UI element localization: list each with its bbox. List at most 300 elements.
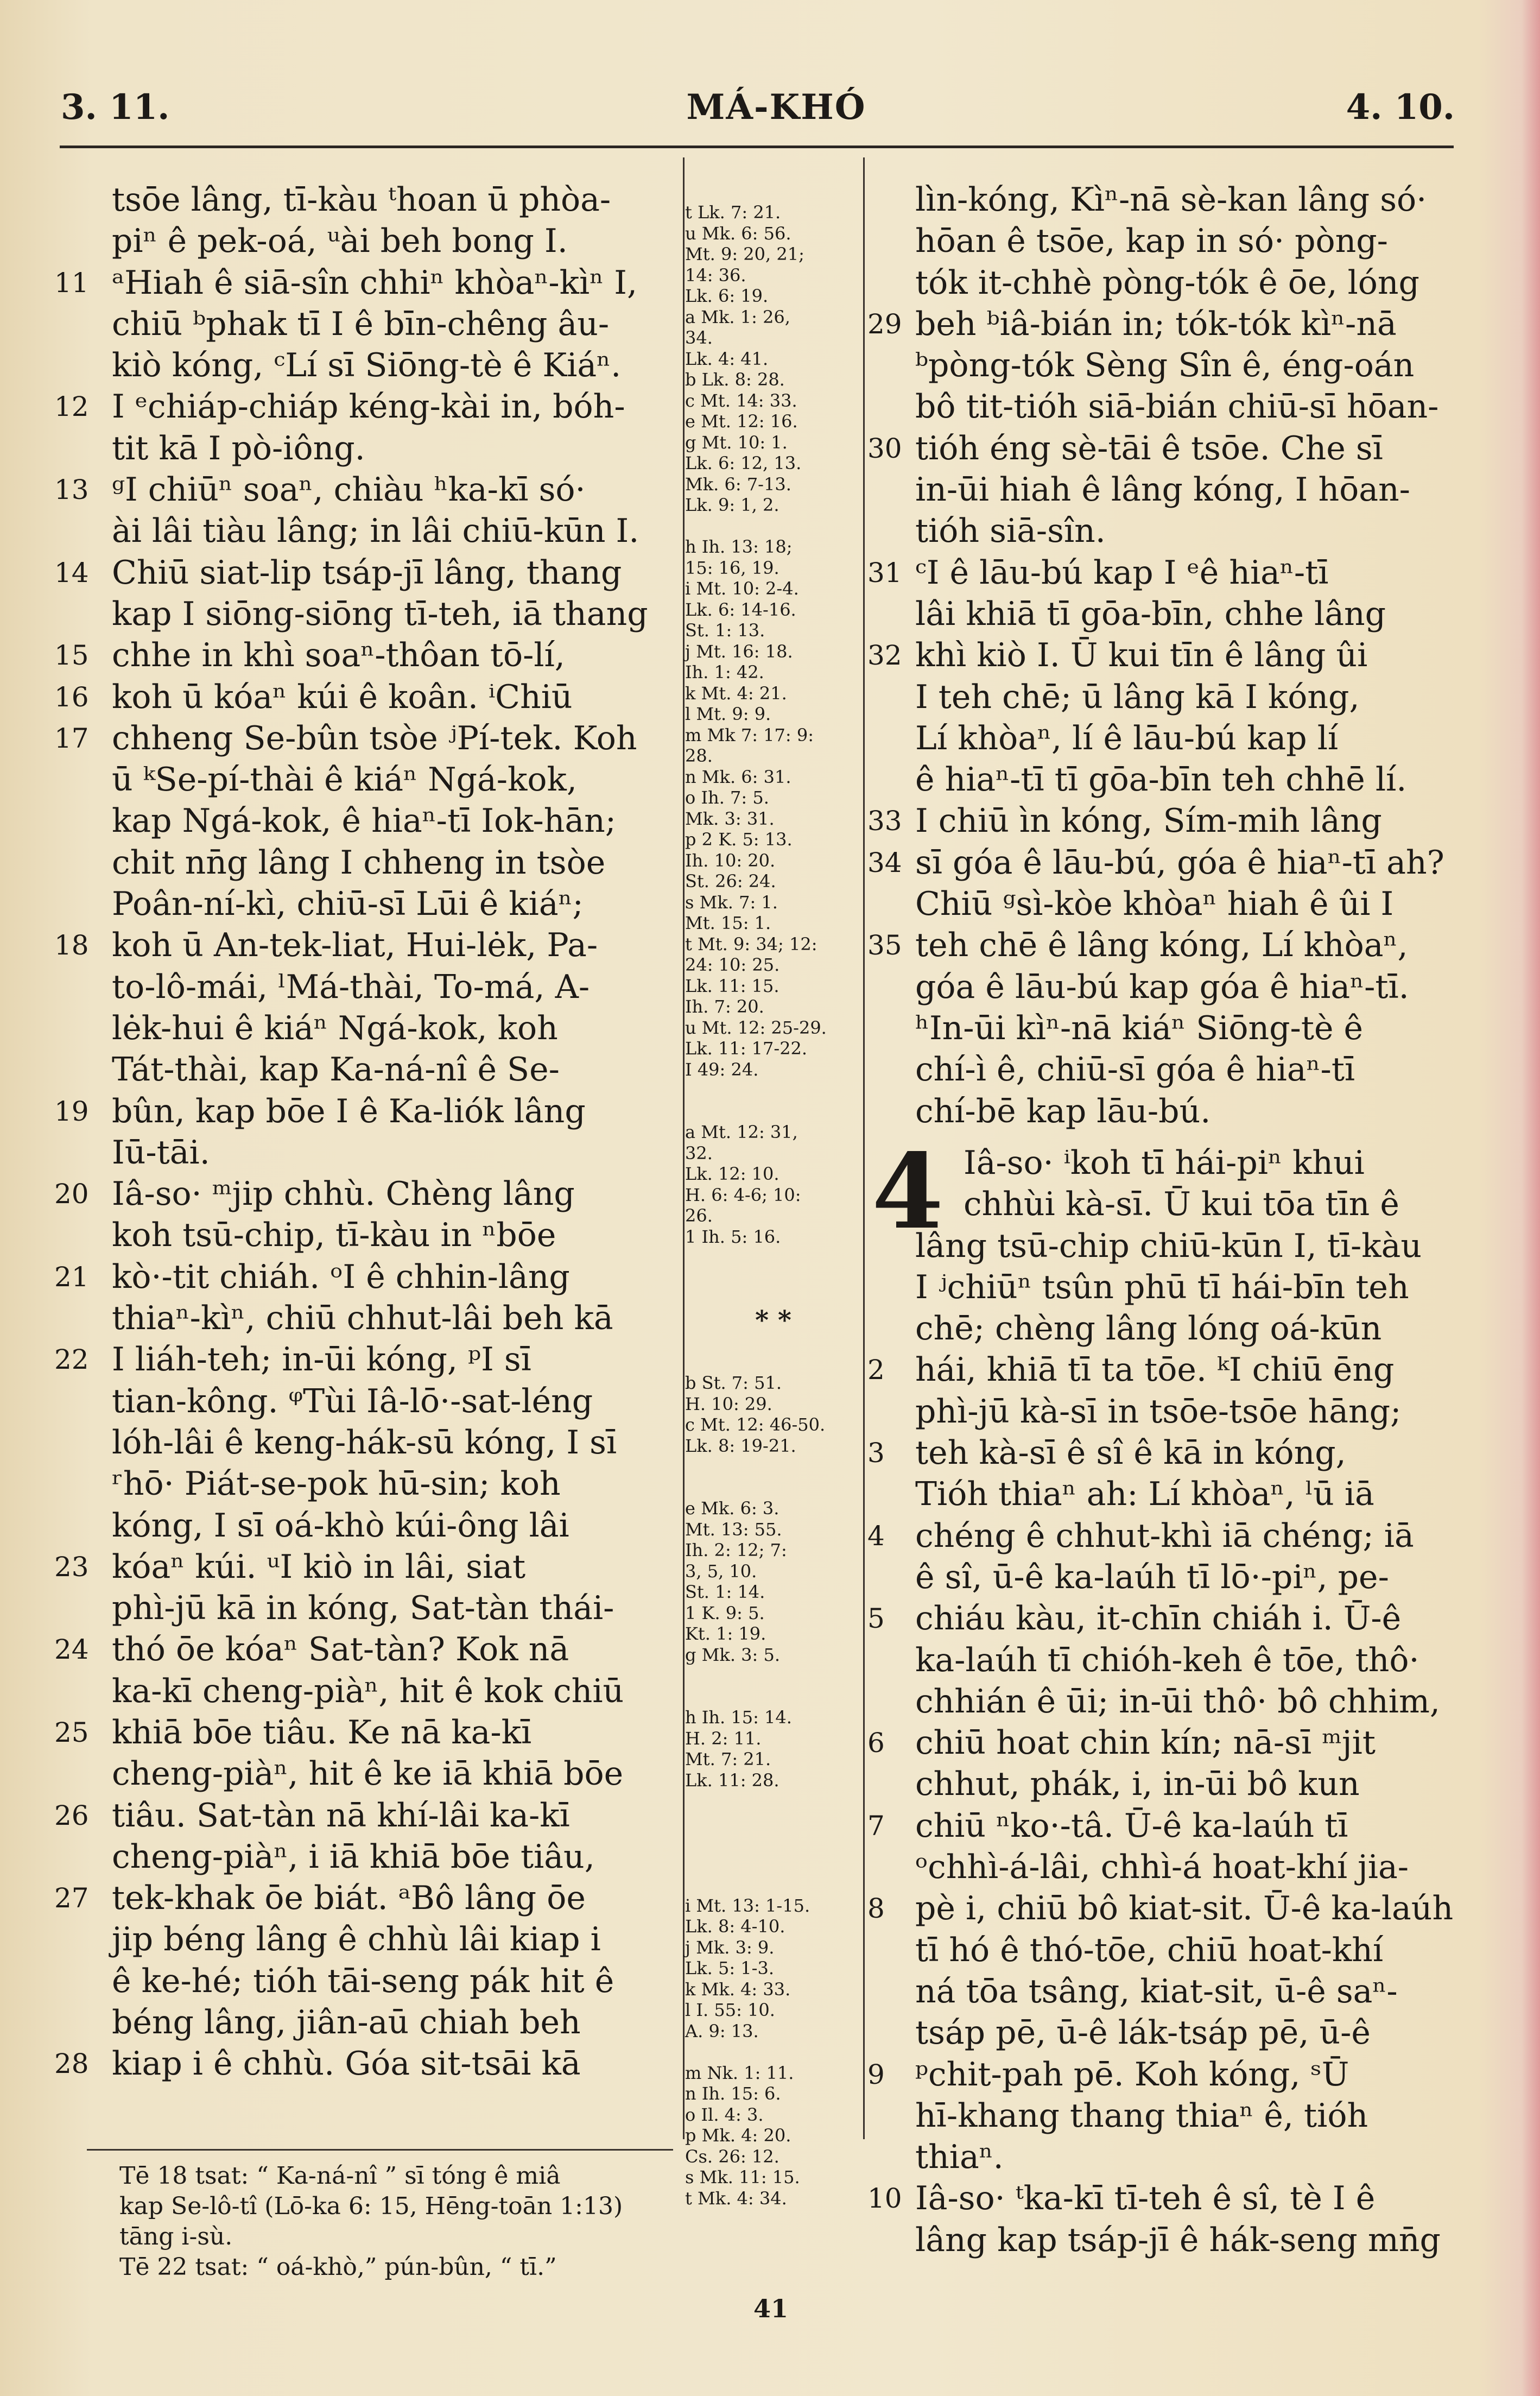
cross-reference: Mt. 15: 1. [685,913,771,933]
verse-line [54,1629,670,1670]
verse-text: chit nn̄g lâng I chheng in tsòe [112,843,606,882]
verse-text: tióh éng sè-tāi ê tsōe. Che sī [915,429,1383,467]
verse-text: lâi khiā tī gōa-bīn, chhe lâng [915,595,1386,633]
verse-line [869,1142,1466,1184]
verse-text: ᵇpòng-tók Sèng Sîn ê, éng-oán [915,346,1415,385]
cross-reference [685,1874,861,1895]
cross-reference: t Mt. 9: 34; 12: [685,933,817,954]
verse-number: 19 [54,1095,89,1127]
verse-line [60,1381,670,1422]
cross-reference [685,1686,861,1708]
verse-text: lóh-lâi ê keng-hák-sū kóng, I sī [112,1423,617,1462]
verse-line [60,1588,670,1629]
cross-reference: m Nk. 1: 11. [685,2062,794,2083]
verse-text: phì-jū kà-sī in tsōe-tsōe hāng; [915,1392,1402,1431]
cross-reference: Mk. 3: 31. [685,808,775,829]
verse-line [869,966,1466,1008]
verse-number: 13 [54,474,89,506]
cross-reference [685,516,861,537]
verse-number: 14 [54,557,89,589]
cross-reference [685,1268,861,1289]
cross-reference: Lk. 11: 17-22. [685,1038,808,1059]
verse-text: jip béng lâng ê chhù lâi kiap i [112,1920,601,1959]
verse-line [60,800,670,842]
verse-text: Lí khòaⁿ, lí ê lāu-bú kap lí [915,719,1339,757]
verse-text: tiâu. Sat-tàn nā khí-lâi ka-kī [112,1796,570,1835]
verse-line [869,510,1466,552]
verse-number: 6 [867,1727,885,1759]
verse-line [869,1763,1466,1805]
verse-line [869,1640,1466,1681]
verse-number: 9 [867,2058,885,2090]
cross-reference: h Ih. 15: 14. [685,1707,792,1728]
verse-text: tsōe lâng, tī-kàu ᵗhoan ū phòa- [112,181,611,219]
cross-reference: n Ih. 15: 6. [685,2083,781,2104]
verse-number: 5 [867,1603,885,1635]
verse-line [60,759,670,800]
verse-text: chhùi kà-sī. Ū kui tōa tīn ê [964,1185,1399,1224]
verse-line [54,1795,670,1836]
verse-line [60,883,670,925]
verse-text: ᵖchit-pah pē. Koh kóng, ˢŪ [915,2055,1349,2094]
cross-reference: e Mk. 6: 3. [685,1498,779,1519]
header-rule [60,146,1454,148]
footnote-line: tāng i-sù. [119,2223,233,2250]
verse-line [869,759,1466,800]
verse-text: I ᵉchiáp-chiáp kéng-kài in, bóh- [112,388,625,426]
verse-line [60,1836,670,1877]
verse-number: 8 [867,1893,885,1925]
verse-line [869,2136,1466,2178]
verse-line [869,1847,1466,1888]
cross-reference [685,1791,861,1812]
verse-number: 4 [867,1520,885,1552]
verse-text: ʳhō· Piát-se-pok hū-sin; koh [112,1465,561,1503]
cross-reference: t Mk. 4: 34. [685,2188,787,2209]
verse-line [869,2178,1466,2219]
cross-reference: 1 K. 9: 5. [685,1602,765,1623]
verse-line [869,1474,1466,1515]
verse-text: tian-kông. ᵠTùi Iâ-lō·-sat-léng [112,1382,593,1420]
verse-line [869,1722,1466,1763]
cross-reference: 14: 36. [685,264,746,286]
verse-line [60,1753,670,1794]
verse-line [869,1267,1466,1308]
verse-line [60,179,670,220]
verse-text: thiaⁿ. [915,2138,1004,2177]
cross-reference [685,1247,861,1268]
cross-reference: I 49: 24. [685,1059,759,1080]
verse-text: teh chē ê lâng kóng, Lí khòaⁿ, [915,926,1408,965]
verse-text: cheng-piàⁿ, i iā khiā bōe tiâu, [112,1837,595,1876]
column-divider-right [863,157,865,2139]
verse-text: chiáu kàu, it-chīn chiáh i. Ū-ê [915,1600,1402,1638]
cross-reference: g Mk. 3: 5. [685,1644,780,1665]
verse-number: 10 [867,2183,902,2215]
verse-text: lâng kap tsáp-jī ê hák-seng mn̄g [915,2221,1441,2259]
cross-reference: Lk. 6: 14-16. [685,599,796,620]
section-stars: * * [755,1305,791,1336]
cross-reference: b Lk. 8: 28. [685,369,785,390]
verse-line [869,2220,1466,2261]
verse-text: koh ū An-tek-liat, Hui-lėk, Pa- [112,926,598,965]
verse-line [60,1422,670,1463]
cross-reference-column [685,202,861,2209]
verse-number: 23 [54,1551,89,1583]
verse-line [869,262,1466,304]
verse-line [869,428,1466,469]
verse-text: Iâ-so· ⁱkoh tī hái-piⁿ khui [964,1144,1365,1182]
verse-text: kap Ngá-kok, ê hiaⁿ-tī Iok-hān; [112,802,617,840]
verse-line [869,1091,1466,1132]
verse-line [54,1877,670,1919]
cross-reference: Ih. 10: 20. [685,850,776,871]
cross-reference: p Mk. 4: 20. [685,2125,791,2146]
verse-line [869,1681,1466,1722]
verse-line [60,220,670,262]
verse-line [60,1008,670,1049]
verse-line [54,925,670,966]
verse-text: chhián ê ūi; in-ūi thô· bô chhim, [915,1682,1440,1721]
header-book-title: MÁ-KHÓ [686,87,866,128]
verse-text: kóng, I sī oá-khò kúi-ông lâi [112,1506,569,1545]
cross-reference: 24: 10: 25. [685,954,780,975]
cross-reference: s Mk. 7: 1. [685,892,778,913]
verse-line [869,593,1466,635]
cross-reference: s Mk. 11: 15. [685,2167,800,2188]
verse-text: koh tsū-chip, tī-kàu in ⁿbōe [112,1216,556,1255]
verse-text: sī góa ê lāu-bú, góa ê hiaⁿ-tī ah? [915,843,1444,882]
verse-text: chiū ᵇphak tī I ê bīn-chêng âu- [112,305,610,343]
footnote-line: Tē 22 tsat: “ oá-khò,” pún-bûn, “ tī.” [119,2253,557,2281]
verse-text: béng lâng, jiân-aū chiah beh [112,2003,581,2042]
verse-text: phì-jū kā in kóng, Sat-tàn thái- [112,1589,614,1628]
verse-line [60,1505,670,1546]
verse-line [869,1930,1466,1971]
verse-text: beh ᵇiâ-bián in; tók-tók kìⁿ-nā [915,305,1397,343]
cross-reference: a Mt. 12: 31, [685,1122,798,1142]
verse-number: 35 [867,930,902,962]
cross-reference [685,1812,861,1833]
verse-text: kap I siōng-siōng tī-teh, iā thang [112,595,648,633]
verse-line [869,1349,1466,1390]
verse-line [60,1463,670,1504]
verse-text: kiò kóng, ᶜLí sī Siōng-tè ê Kiáⁿ. [112,346,622,385]
verse-text: thó ōe kóaⁿ Sat-tàn? Kok nā [112,1630,569,1669]
header-left-reference: 3. 11. [61,87,170,128]
page-edge-stain [1522,0,1540,2396]
cross-reference: u Mk. 6: 56. [685,223,791,244]
verse-line [60,593,670,635]
verse-line [869,1391,1466,1432]
cross-reference: Mk. 6: 7-13. [685,473,791,495]
verse-line [60,1215,670,1256]
cross-reference: k Mk. 4: 33. [685,1978,791,2000]
verse-text: kò·-tit chiáh. ᵒI ê chhin-lâng [112,1257,570,1296]
cross-reference: j Mk. 3: 9. [685,1937,775,1958]
verse-text: hōan ê tsōe, kap in só· pòng- [915,222,1388,261]
verse-line [60,1298,670,1339]
verse-line [54,1256,670,1298]
verse-line [869,1598,1466,1639]
cross-reference: A. 9: 13. [685,2020,759,2041]
cross-reference: 3, 5, 10. [685,1560,757,1582]
verse-line [869,1049,1466,1090]
verse-line [60,1671,670,1712]
cross-reference: c Mt. 14: 33. [685,390,797,411]
verse-text: ka-laúh tī chióh-keh ê tōe, thô· [915,1641,1419,1679]
verse-text: hái, khiā tī ta tōe. ᵏI chiū ēng [915,1351,1395,1389]
verse-text: ᵍI chiūⁿ soaⁿ, chiàu ʰka-kī só· [112,471,586,509]
verse-text: tsáp pē, ū-ê lák-tsáp pē, ū-ê [915,2014,1371,2052]
chapter-numeral: 4 [872,1131,944,1252]
cross-reference: u Mt. 12: 25-29. [685,1017,827,1038]
cross-reference: 28. [685,745,713,766]
cross-reference: Lk. 9: 1, 2. [685,495,779,515]
verse-line [869,345,1466,386]
cross-reference: m Mk 7: 17: 9: [685,724,814,745]
verse-line [54,2043,670,2084]
verse-text: tit kā I pò-iông. [112,429,365,467]
verse-line [54,552,670,593]
verse-text: in-ūi hiah ê lâng kóng, I hōan- [915,471,1410,509]
cross-reference: Lk. 11: 15. [685,975,779,996]
verse-line [54,718,670,759]
cross-reference [685,1352,861,1373]
verse-text: pè i, chiū bô kiat-sit. Ū-ê ka-laúh [915,1889,1454,1928]
cross-reference: c Mt. 12: 46-50. [685,1414,826,1435]
verse-number: 28 [54,2048,89,2080]
verse-text: lėk-hui ê kiáⁿ Ngá-kok, koh [112,1009,558,1047]
verse-line [869,1888,1466,1929]
verse-text: lâng tsū-chip chiū-kūn I, tī-kàu [915,1227,1422,1265]
cross-reference: Lk. 4: 41. [685,348,769,369]
verse-text: chhe in khì soaⁿ-thôan tō-lí, [112,636,565,675]
verse-line [54,635,670,676]
verse-text: Chiū ᵍsì-kòe khòaⁿ hiah ê ûi I [915,885,1394,924]
verse-line [869,1971,1466,2012]
cross-reference: g Mt. 10: 1. [685,432,788,453]
cross-reference: Lk. 8: 19-21. [685,1435,796,1456]
footnotes [119,2161,673,2283]
cross-reference: b St. 7: 51. [685,1373,782,1393]
verse-text: Iâ-so· ᵗka-kī tī-teh ê sî, tè I ê [915,2179,1376,2218]
verse-line [869,1184,1466,1225]
verse-number: 15 [54,640,89,672]
cross-reference: i Mt. 10: 2-4. [685,578,799,599]
verse-text: to-lô-mái, ˡMá-thài, To-má, A- [112,968,590,1006]
verse-number: 17 [54,722,89,754]
verse-text: tī hó ê thó-tōe, chiū hoat-khí [915,1931,1384,1969]
verse-text: piⁿ ê pek-oá, ᵘài beh bong I. [112,222,568,261]
verse-line [54,677,670,718]
verse-text: lìn-kóng, Kìⁿ-nā sè-kan lâng só· [915,181,1427,219]
cross-reference: i Mt. 13: 1-15. [685,1895,810,1916]
verse-text: ná tōa tsâng, kiat-sit, ū-ê saⁿ- [915,1972,1398,2011]
verse-text: hī-khang thang thiaⁿ ê, tióh [915,2096,1368,2135]
cross-reference: H. 6: 4-6; 10: [685,1184,801,1205]
verse-text: chhut, phák, i, in-ūi bô kun [915,1765,1360,1804]
cross-reference [685,1456,861,1477]
cross-reference: o Ih. 7: 5. [685,787,769,808]
verse-line [60,1961,670,2002]
cross-reference [685,1477,861,1499]
verse-line [54,262,670,304]
verse-text: Chiū siat-lip tsáp-jī lâng, thang [112,553,622,592]
cross-reference: 32. [685,1142,713,1164]
cross-reference: Lk. 6: 19. [685,286,769,306]
verse-number: 32 [867,640,902,672]
verse-text: I teh chē; ū lâng kā I kóng, [915,678,1360,716]
verse-number: 12 [54,391,89,423]
verse-text: bô tit-tióh siā-bián chiū-sī hōan- [915,388,1439,426]
verse-line [869,179,1466,220]
cross-reference: h Ih. 13: 18; [685,536,793,557]
verse-text: chiū hoat chin kín; nā-sī ᵐjit [915,1724,1376,1762]
verse-text: ài lâi tiàu lâng; in lâi chiū-kūn I. [112,512,639,551]
verse-text: chí-bē kap lāu-bú. [915,1092,1211,1130]
verse-text: ê ke-hé; tióh tāi-seng pák hit ê [112,1962,614,2000]
verse-number: 21 [54,1261,89,1293]
verse-line [869,1805,1466,1847]
verse-text: Iâ-so· ᵐjip chhù. Chèng lâng [112,1175,575,1213]
verse-text: ᵒchhì-á-lâi, chhì-á hoat-khí jia- [915,1848,1409,1887]
cross-reference: l Mt. 9: 9. [685,704,771,724]
cross-reference: Ih. 1: 42. [685,662,764,682]
verse-line [869,842,1466,883]
verse-line [869,1008,1466,1049]
cross-reference: H. 2: 11. [685,1728,762,1749]
verse-line [60,842,670,883]
verse-line [869,1308,1466,1349]
cross-reference: 15: 16, 19. [685,557,779,578]
verse-number: 18 [54,930,89,962]
verse-number: 33 [867,805,902,837]
verse-line [54,1339,670,1380]
verse-text: ū ᵏSe-pí-thài ê kiáⁿ Ngá-kok, [112,761,577,799]
verse-line [869,677,1466,718]
cross-reference: Lk. 8: 4-10. [685,1916,785,1937]
cross-reference: St. 1: 13. [685,620,765,641]
cross-reference: Mt. 9: 20, 21; [685,244,804,264]
verse-line [54,1091,670,1132]
verse-text: kiap i ê chhù. Góa sit-tsāi kā [112,2045,581,2083]
verse-text: chē; chèng lâng lóng oá-kūn [915,1310,1382,1348]
verse-line [54,469,670,510]
verse-number: 31 [867,557,902,589]
verse-text: I ʲchiūⁿ tsûn phū tī hái-bīn teh [915,1268,1409,1306]
verse-number: 16 [54,681,89,713]
verse-text: chí-ì ê, chiū-sī góa ê hiaⁿ-tī [915,1051,1355,1089]
footnote-line: kap Se-lô-tî (Lō-ka 6: 15, Hēng-toān 1:13) [119,2192,623,2220]
verse-text: ka-kī cheng-piàⁿ, hit ê kok chiū [112,1672,624,1710]
verse-line [54,1546,670,1588]
verse-line [869,635,1466,676]
verse-line [60,510,670,552]
verse-line [54,386,670,427]
verse-number: 29 [867,308,902,340]
verse-line [60,966,670,1008]
cross-reference: 34. [685,327,713,348]
verse-line [869,1225,1466,1267]
verse-number: 24 [54,1634,89,1666]
verse-number: 25 [54,1716,89,1748]
cross-reference: H. 10: 29. [685,1393,772,1414]
cross-reference: Ih. 2: 12; 7: [685,1540,787,1560]
verse-line [869,1432,1466,1474]
verse-text: Iū-tāi. [112,1133,210,1172]
verse-line [869,386,1466,427]
cross-reference: 1 Ih. 5: 16. [685,1226,781,1247]
cross-reference: Lk. 12: 10. [685,1164,779,1184]
cross-reference: Kt. 1: 19. [685,1623,766,1644]
header-right-reference: 4. 10. [1346,87,1455,128]
verse-line [60,428,670,469]
verse-line [869,925,1466,966]
verse-number: 20 [54,1178,89,1210]
verse-number: 3 [867,1437,885,1469]
column-divider-left [683,157,685,2139]
verse-text: tek-khak ōe biát. ᵃBô lâng ōe [112,1879,586,1918]
verse-text: góa ê lāu-bú kap góa ê hiaⁿ-tī. [915,968,1409,1006]
cross-reference [685,1832,861,1854]
verse-line [60,304,670,345]
verse-text: koh ū kóaⁿ kúi ê koân. ⁱChiū [112,678,573,716]
verse-line [54,1712,670,1753]
verse-number: 2 [867,1354,885,1386]
verse-text: I chiū ìn kóng, Sím-mih lâng [915,802,1382,840]
verse-text: I liáh-teh; in-ūi kóng, ᵖI sī [112,1341,531,1379]
verse-line [60,1049,670,1090]
cross-reference [685,2041,861,2063]
verse-line [60,1132,670,1173]
cross-reference: St. 26: 24. [685,871,776,892]
cross-reference: j Mt. 16: 18. [685,641,793,662]
cross-reference: Ih. 7: 20. [685,996,764,1017]
verse-text: thiaⁿ-kìⁿ, chiū chhut-lâi beh kā [112,1299,613,1338]
verse-number: 7 [867,1810,885,1842]
cross-reference: n Mk. 6: 31. [685,766,791,787]
verse-line [869,2054,1466,2095]
verse-text: bûn, kap bōe I ê Ka-liók lâng [112,1092,586,1130]
verse-text: Tióh thiaⁿ ah: Lí khòaⁿ, ˡū iā [915,1475,1374,1514]
verse-line [869,220,1466,262]
cross-reference: l I. 55: 10. [685,2000,775,2020]
verse-text: ᶜI ê lāu-bú kap I ᵉê hiaⁿ-tī [915,553,1329,592]
page-number: 41 [753,2294,788,2323]
left-text-column [54,179,670,2085]
cross-reference [685,1080,861,1101]
verse-line [869,552,1466,593]
verse-text: ê sî, ū-ê ka-laúh tī lō·-piⁿ, pe- [915,1558,1389,1596]
verse-line [869,304,1466,345]
cross-reference [685,1101,861,1122]
verse-text: khì kiò I. Ū kui tīn ê lâng ûi [915,636,1368,675]
right-text-column [869,179,1466,1132]
verse-line [869,1557,1466,1598]
verse-text: chheng Se-bûn tsòe ʲPí-tek. Koh [112,719,637,757]
verse-line [60,345,670,386]
verse-text: kóaⁿ kúi. ᵘI kiò in lâi, siat [112,1547,526,1586]
verse-line [869,2012,1466,2053]
verse-number: 27 [54,1882,89,1914]
verse-text: tók it-chhè pòng-tók ê ōe, lóng [915,263,1419,302]
cross-reference: St. 1: 14. [685,1582,765,1602]
verse-text: Tát-thài, kap Ka-ná-nî ê Se- [112,1051,560,1089]
verse-line [54,1173,670,1215]
cross-reference: p 2 K. 5: 13. [685,829,793,850]
cross-reference: k Mt. 4: 21. [685,682,787,704]
